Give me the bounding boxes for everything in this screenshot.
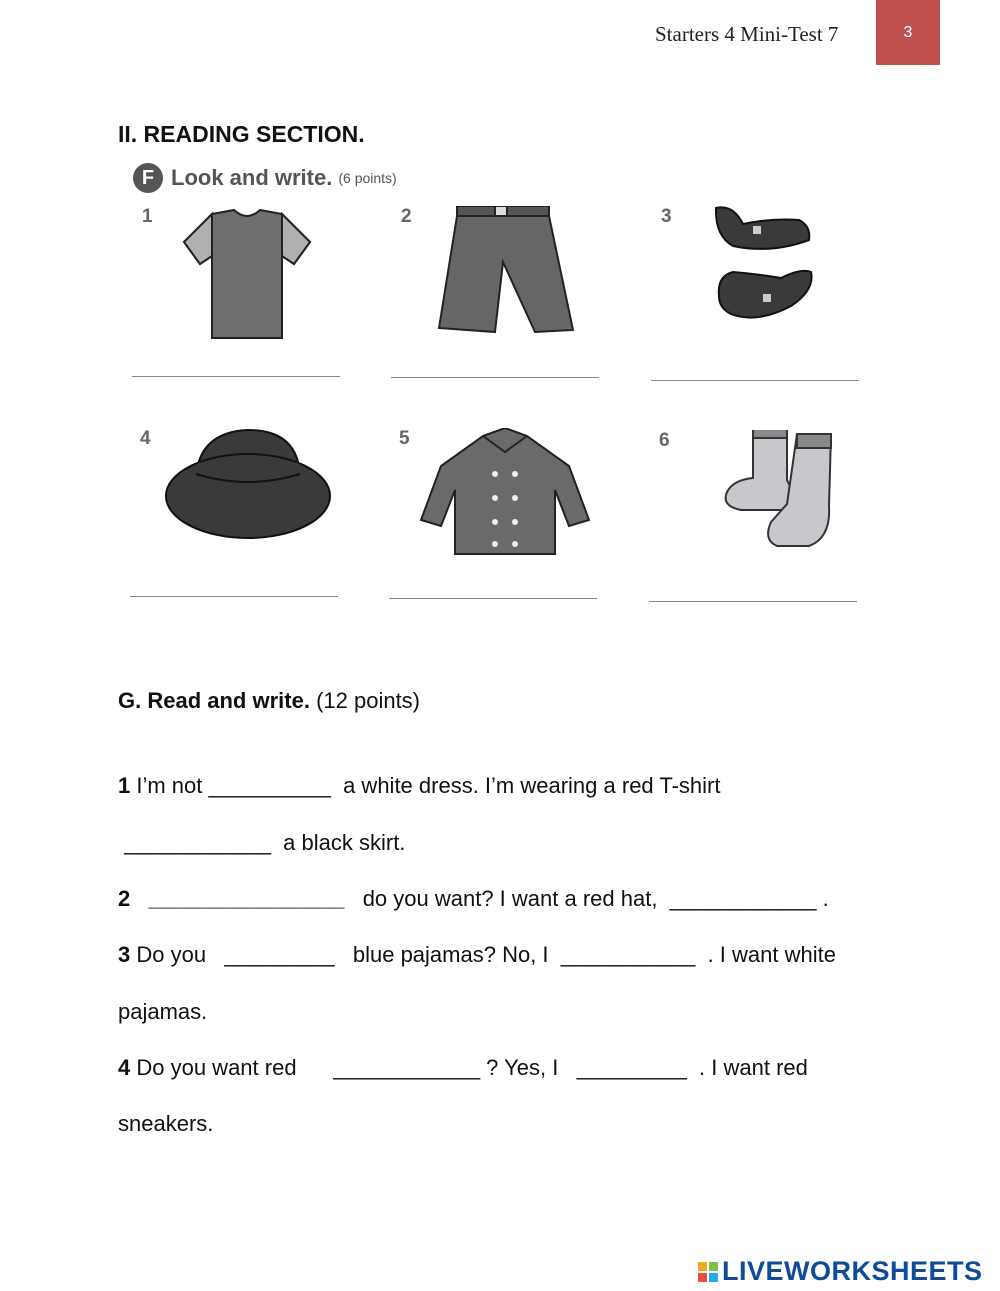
picture-item-2 [391, 206, 601, 406]
blank-2b[interactable]: ____________ [669, 886, 817, 911]
sentence-text: . I want red [686, 1055, 808, 1080]
picture-item-5 [389, 428, 599, 628]
sentence-text: pajamas. [118, 999, 208, 1024]
exercise-f-letter: F [133, 163, 163, 193]
header-title: Starters 4 Mini-Test 7 [655, 22, 839, 46]
item-number: 6 [659, 430, 670, 451]
sentence-text: sneakers. [118, 1111, 214, 1136]
exercise-g-heading [118, 688, 420, 714]
picture-item-3 [651, 206, 861, 406]
sentence-text [130, 886, 148, 911]
sentence-text: blue pajamas? No, I [334, 942, 561, 967]
sentence-line-4 [118, 1055, 808, 1081]
pants-icon [411, 206, 601, 346]
exercise-g-points: (12 points) [316, 688, 421, 713]
item-number: 5 [399, 428, 410, 449]
sentence-number: 2 [118, 886, 131, 911]
blank-2a[interactable]: ________________ [148, 886, 345, 911]
item-number: 2 [401, 206, 412, 227]
item-number: 4 [140, 428, 151, 449]
sentence-text: I’m not [130, 773, 209, 798]
exercise-g-title: G. Read and write. [118, 688, 310, 713]
logo-text: LIVEWORKSHEETS [722, 1256, 983, 1286]
tshirt-icon [152, 206, 342, 346]
shoes-icon [671, 206, 861, 346]
blank-3a[interactable]: _________ [224, 942, 335, 967]
sentence-text: a black skirt. [270, 830, 406, 855]
exercise-f-heading [133, 163, 397, 193]
blank-4b[interactable]: _________ [576, 1055, 687, 1080]
sentence-text: . [816, 886, 829, 911]
answer-line-1[interactable] [132, 376, 340, 377]
sentence-text: Do you want red [130, 1055, 334, 1080]
sentence-line-3-cont [118, 999, 207, 1025]
sentence-number: 4 [118, 1055, 131, 1080]
sentence-number: 3 [118, 942, 131, 967]
sentence-line-4-cont [118, 1111, 213, 1137]
hat-icon [150, 428, 340, 568]
blank-4a[interactable]: ____________ [333, 1055, 481, 1080]
sentence-line-1-cont [118, 830, 405, 856]
sentence-line-2 [118, 886, 829, 912]
answer-line-4[interactable] [130, 596, 338, 597]
sentence-text: . I want white [695, 942, 836, 967]
blank-1a[interactable]: __________ [208, 773, 331, 798]
sentence-text: Do you [130, 942, 225, 967]
picture-item-6 [649, 430, 859, 630]
sentence-line-3 [118, 942, 836, 968]
item-number: 3 [661, 206, 672, 227]
section-title: II. READING SECTION. [118, 121, 365, 147]
page-number: 3 [903, 23, 913, 41]
picture-item-1 [132, 206, 342, 406]
item-number: 1 [142, 206, 153, 227]
sentence-line-1 [118, 773, 721, 799]
sentence-text: do you want? I want a red hat, [344, 886, 670, 911]
sentence-text: a white dress. I’m wearing a red T-shirt [330, 773, 721, 798]
picture-item-4 [130, 428, 340, 628]
blank-3b[interactable]: ___________ [560, 942, 696, 967]
boots-icon [669, 430, 859, 570]
page-number-badge [876, 0, 940, 65]
answer-line-6[interactable] [649, 601, 857, 602]
blank-1b[interactable]: ____________ [118, 830, 271, 855]
answer-line-5[interactable] [389, 598, 597, 599]
exercise-f-title: Look and write. [171, 165, 333, 190]
answer-line-3[interactable] [651, 380, 859, 381]
exercise-f-points: (6 points) [338, 170, 397, 186]
liveworksheets-logo[interactable] [698, 1256, 983, 1287]
answer-line-2[interactable] [391, 377, 599, 378]
sentence-text: ? Yes, I [480, 1055, 577, 1080]
logo-mark-icon [698, 1262, 718, 1282]
coat-icon [409, 428, 599, 568]
sentence-number: 1 [118, 773, 131, 798]
